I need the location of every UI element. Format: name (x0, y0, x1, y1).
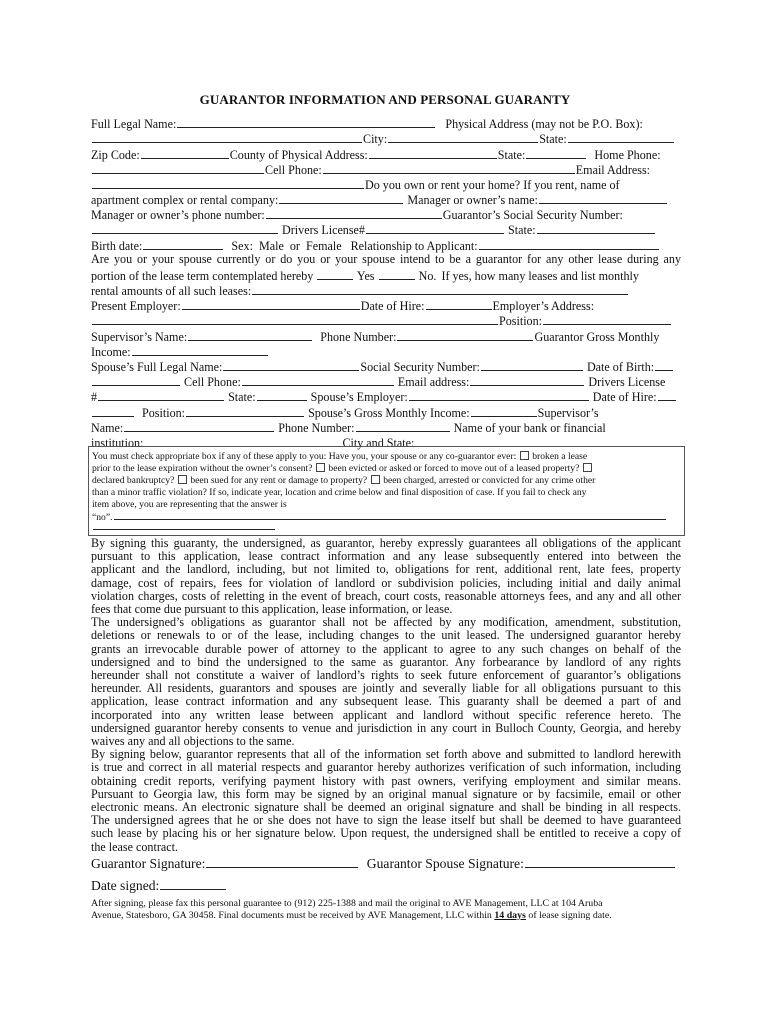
spouse-hire-field[interactable] (658, 388, 676, 401)
birth-date-label: Birth date: (91, 239, 143, 253)
drivers-license-row (91, 221, 681, 238)
zip-code-field[interactable] (141, 146, 229, 159)
spouse-position-field[interactable] (186, 404, 304, 417)
spouse-dob-label: Date of Birth: (586, 360, 655, 374)
yes-blank[interactable] (317, 267, 353, 280)
guaranty-line: hereunder. All residents, guarantors and spouses are jointly and severally liable for all obligations pursuant to this (91, 682, 681, 696)
rental-amounts-label: rental amounts of all such leases: (91, 284, 252, 298)
guaranty-line: The undersigned’s obligations as guarantor shall not be affected by any modification, amendment, substitution, (91, 616, 681, 630)
cell-phone-label: Cell Phone: (265, 163, 322, 177)
county-field[interactable] (369, 146, 497, 159)
broken-lease-checkbox[interactable] (520, 451, 529, 460)
hash-label: # (91, 390, 98, 404)
spouse-drivers-license-field[interactable] (98, 388, 224, 401)
no-blank[interactable] (379, 267, 415, 280)
footer-line-1: After signing, please fax this personal guarantee to (912) 225-1388 and mail the original to AVE Management, LLC at 104 Aruba (91, 898, 603, 909)
guaranty-line: By signing this guaranty, the undersigned, as guarantor, hereby expressly guarantees all obligations of the applicant (91, 537, 681, 550)
full-legal-name-field[interactable] (177, 115, 435, 128)
guaranty-line: undersigned and to bind the undersigned to the same as guarantor. Any forbearance by landlord of any rights (91, 655, 681, 669)
sued-checkbox[interactable] (178, 475, 187, 484)
phone-number-field[interactable] (397, 328, 533, 341)
spouse-state-field[interactable] (257, 388, 307, 401)
own-rent-label: Do you own or rent your home? If you rent, name of (365, 178, 620, 192)
spouse-drivers-license-label: Drivers License (588, 375, 666, 389)
apartment-field[interactable] (279, 191, 403, 204)
drivers-license-label: Drivers License# (282, 223, 365, 237)
guaranty-line: the lease contract. (91, 840, 178, 854)
disclosure-line-7 (92, 521, 682, 534)
position-label: Position: (499, 314, 543, 328)
guaranty-line: The undersigned agrees that he or she does not have to sign the lease itself but shall be deemed to have guaranteed (91, 814, 681, 828)
guaranty-line: damage, cost of repairs, fees for violation of landlord or subdivision policies, including initial and daily animal (91, 576, 681, 590)
disclosure-line-1 (92, 451, 682, 463)
email-address-label: Email Address: (575, 163, 651, 177)
guaranty-line: waives any and all objections to the same. (91, 735, 295, 749)
guaranty-line: incorporated into any written lease between applicant and landlord without specific reference hereto. The (91, 708, 681, 722)
sued-text: been sued for any rent or damage to property? (190, 475, 368, 486)
physical-address-label: Physical Address (may not be P.O. Box): (445, 117, 643, 131)
disclosure-line-5: item above, you are representing that the answer is (92, 499, 287, 510)
spouse-phone-field[interactable] (356, 419, 450, 432)
spouse-ssn-label: Social Security Number: (360, 360, 480, 374)
spouse-phone-label: Phone Number: (278, 421, 355, 435)
apartment-label: apartment complex or rental company: (91, 193, 279, 207)
spouse-employer-field[interactable] (409, 388, 589, 401)
guaranty-line: grants an irrevocable durable power of attorney to the applicant to agree to any such changes on behalf of the (91, 642, 681, 656)
spouse-gross-field[interactable] (471, 404, 537, 417)
footer-line-2 (91, 910, 681, 922)
relationship-field[interactable] (479, 237, 659, 250)
guaranty-line: violation charges, costs of reletting in the event of breach, court costs, reasonable attorneys fees, and any and all other (91, 589, 681, 603)
spouse-hire-field-cont[interactable] (92, 404, 134, 417)
drivers-license-field[interactable] (366, 221, 504, 234)
rental-amounts-field[interactable] (252, 282, 628, 295)
birth-date-field[interactable] (143, 237, 223, 250)
spouse-state-label: State: (228, 390, 256, 404)
bankruptcy-checkbox[interactable] (583, 463, 592, 472)
evicted-checkbox[interactable] (316, 463, 325, 472)
spouse-position-label: Position: (142, 406, 186, 420)
guaranty-line: applicant and the landlord, including, but not limited to, obligations for rent, additional rent, late fees, property (91, 563, 681, 577)
guarantor-signature-field[interactable] (206, 854, 358, 868)
employer-address-field[interactable] (92, 312, 498, 325)
form-title: GUARANTOR INFORMATION AND PERSONAL GUARANTY (199, 92, 571, 107)
spouse-cell-label: Cell Phone: (184, 375, 241, 389)
city-field[interactable] (388, 130, 538, 143)
guarantor-ssn-label: Guarantor’s Social Security Number: (442, 208, 623, 222)
spouse-signature-label: Guarantor Spouse Signature: (366, 856, 524, 871)
footer-deadline-suffix: of lease signing date. (528, 910, 612, 921)
or-text: or (289, 239, 300, 253)
zip-code-label: Zip Code: (91, 148, 140, 162)
spouse-name-label: Spouse’s Full Legal Name: (91, 360, 223, 374)
spouse-dob-field-cont[interactable] (92, 373, 180, 386)
state-field[interactable] (568, 130, 674, 143)
bank-label: Name of your bank or financial (453, 421, 606, 435)
manager-name-field[interactable] (539, 191, 667, 204)
spouse-hire-label: Date of Hire: (592, 390, 657, 404)
guaranty-line: is true and correct in all material respects and guarantor hereby authorizes verification of such information, including (91, 761, 681, 775)
city-label: City: (363, 132, 388, 146)
guaranty-line: By signing below, guarantor represents that all of the information set forth above and submitted to landlord herewith (91, 748, 681, 762)
spouse-dob-field[interactable] (655, 358, 673, 371)
guaranty-line: fees that come due pursuant to this application, lease information, or lease. (91, 603, 453, 617)
county-label: County of Physical Address: (229, 148, 368, 162)
guaranty-line: undersigned guarantor hereby consents to venue and jurisdiction in any court in Bulloch County, Georgia, and hereby (91, 721, 681, 735)
spouse-email-label: Email address: (397, 375, 470, 389)
manager-name-label: Manager or owner’s name: (407, 193, 538, 207)
charged-checkbox[interactable] (371, 475, 380, 484)
institution-label: institution: (91, 436, 144, 450)
income-field[interactable] (132, 343, 268, 356)
spouse-cell-field[interactable] (242, 373, 394, 386)
spouse-employer-row (91, 388, 681, 405)
footer-deadline-days: 14 days (494, 910, 526, 921)
relationship-label: Relationship to Applicant: (350, 239, 478, 253)
spouse-supervisor-field[interactable] (124, 419, 274, 432)
spouse-question-line-1: Are you or your spouse currently or do you or your spouse intend to be a guarantor for any other lease during any (91, 252, 681, 266)
footer-deadline-text: Avenue, Statesboro, GA 30458. Final documents must be received by AVE Management, LLC within (91, 910, 492, 921)
disclosure-line-3 (92, 475, 682, 487)
supervisor-name-field[interactable] (188, 328, 312, 341)
phone-number-label: Phone Number: (320, 330, 397, 344)
gross-monthly-label: Guarantor Gross Monthly (534, 330, 660, 344)
guarantor-signature-label: Guarantor Signature: (91, 856, 206, 871)
guaranty-line: Pursuant to Georgia law, this form may be signed by an original manual signature or by facsimile, email or other (91, 787, 681, 801)
spouse-employer-label: Spouse’s Employer: (310, 390, 408, 404)
broken-lease-text: broken a lease (532, 451, 588, 462)
disclosure-box (88, 446, 685, 536)
position-row (91, 312, 681, 329)
spouse-signature-field[interactable] (525, 854, 675, 868)
guaranty-line: application, lease contract information and any subsequent lease. This guaranty shall be deemed a part of and (91, 695, 681, 709)
spouse-name-field[interactable] (223, 358, 359, 371)
manager-phone-field[interactable] (266, 206, 442, 219)
female-option[interactable]: Female (305, 239, 342, 253)
broken-lease-text-cont: prior to the lease expiration without the owner’s consent? (92, 463, 313, 474)
physical-address-field[interactable] (92, 130, 362, 143)
how-many-leases-text: If yes, how many leases and list monthly (441, 269, 639, 283)
full-legal-name-label: Full Legal Name: (91, 117, 177, 131)
date-of-hire-field[interactable] (426, 297, 492, 310)
disclosure-explanation-field-2[interactable] (93, 521, 275, 530)
income-label: Income: (91, 345, 131, 359)
sex-label: Sex: (231, 239, 253, 253)
drivers-state-label: State: (508, 223, 536, 237)
charged-text: been charged, arrested or convicted for any crime other (383, 475, 596, 486)
supervisor-name-label: Supervisor’s Name: (91, 330, 188, 344)
date-signed-field[interactable] (160, 876, 226, 890)
city-state-row (91, 130, 681, 147)
male-option[interactable]: Male (258, 239, 284, 253)
state-label: State: (539, 132, 567, 146)
spouse-supervisor-label: Supervisor’s (537, 406, 599, 420)
bankruptcy-text: declared bankruptcy? (92, 475, 175, 486)
disclosure-line-4: than a minor traffic violation? If so, indicate year, location and crime below and final disposition of case. If you fail to check any (92, 487, 587, 498)
state-label-2: State: (497, 148, 526, 162)
present-employer-field[interactable] (182, 297, 360, 310)
disclosure-line-2 (92, 463, 682, 475)
email-address-field[interactable] (92, 176, 364, 189)
guaranty-line: such lease by placing his or her signature below. Upon request, the undersigned shall be entitled to receive a copy of (91, 827, 681, 841)
employer-address-label: Employer’s Address: (492, 299, 595, 313)
yes-label: Yes (356, 269, 375, 283)
guaranty-terms (91, 537, 681, 854)
disclosure-explanation-field[interactable] (114, 511, 666, 520)
state-field-2[interactable] (526, 146, 586, 159)
present-employer-label: Present Employer: (91, 299, 181, 313)
guaranty-line: electronic means. An electronic signature shall be deemed an original signature and shall be binding in all respects. (91, 801, 681, 815)
disclosure-no-text: “no”. (92, 512, 113, 523)
no-label: No. (418, 269, 437, 283)
date-of-hire-label: Date of Hire: (360, 299, 425, 313)
home-phone-field[interactable] (92, 161, 264, 174)
guarantor-ssn-field[interactable] (92, 221, 278, 234)
spouse-email-field[interactable] (470, 373, 584, 386)
date-signed-row (91, 876, 227, 894)
disclosure-intro: You must check appropriate box if any of these apply to you: Have you, your spouse or any co-guarantor ever: (92, 451, 517, 462)
date-signed-label: Date signed: (91, 878, 160, 893)
evicted-text: been evicted or asked or forced to move out of a leased property? (328, 463, 580, 474)
city-and-state-label: City and State: (342, 436, 415, 450)
spouse-ssn-field[interactable] (481, 358, 583, 371)
guaranty-line: hereunder shall not constitute a waiver of landlord’s rights to seek future enforcement of guarantor’s obligations (91, 669, 681, 683)
manager-phone-label: Manager or owner’s phone number: (91, 208, 265, 222)
position-field[interactable] (543, 312, 671, 325)
drivers-state-field[interactable] (537, 221, 655, 234)
home-phone-label: Home Phone: (594, 148, 661, 162)
spouse-gross-label: Spouse’s Gross Monthly Income: (308, 406, 470, 420)
name-label: Name: (91, 421, 124, 435)
guaranty-line: deletions or renewals to or of the lease, including changes to the unit leased. The undersigned guarantor hereby (91, 629, 681, 643)
lease-term-text: portion of the lease term contemplated hereby (91, 269, 314, 283)
signature-row (91, 854, 676, 872)
guaranty-line: pursuant to this application, lease contract information and any lease subsequently entered into between the (91, 550, 681, 564)
guaranty-line: obtaining credit reports, verifying payment history with past owners, verifying employment and similar means. (91, 774, 681, 788)
cell-phone-field[interactable] (323, 161, 575, 174)
